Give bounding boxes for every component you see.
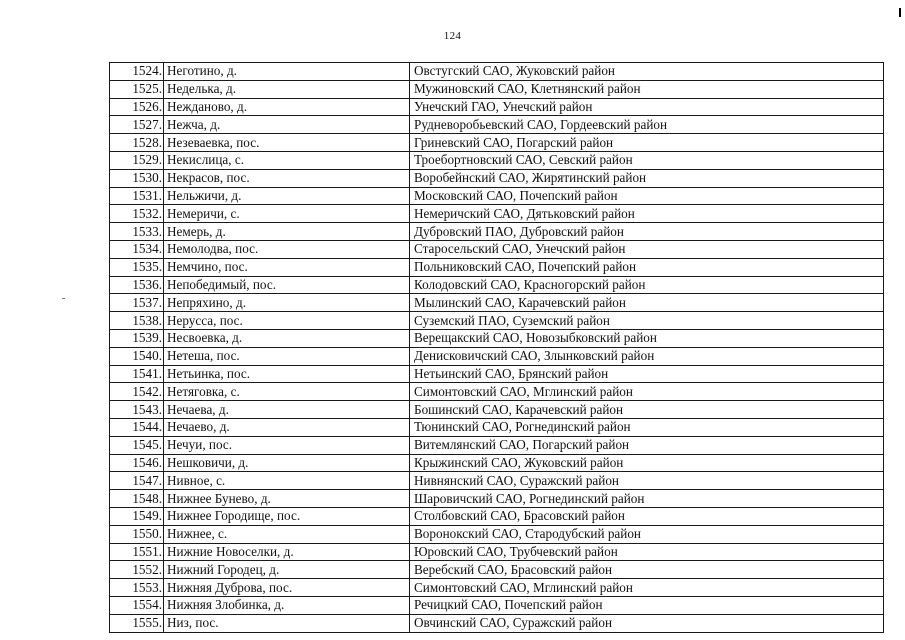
settlement-name: Немеричи, с. bbox=[164, 205, 410, 223]
settlement-name: Немолодва, пос. bbox=[164, 240, 410, 258]
table-row bbox=[110, 347, 884, 365]
row-number: 1554. bbox=[110, 596, 164, 614]
table-row bbox=[110, 223, 884, 241]
settlement-name: Нежча, д. bbox=[164, 116, 410, 134]
row-number: 1542. bbox=[110, 383, 164, 401]
row-number: 1534. bbox=[110, 240, 164, 258]
table-row bbox=[110, 383, 884, 401]
settlement-name: Нечаево, д. bbox=[164, 418, 410, 436]
table-row bbox=[110, 418, 884, 436]
row-number: 1540. bbox=[110, 347, 164, 365]
settlement-name: Нижние Новоселки, д. bbox=[164, 543, 410, 561]
table-row bbox=[110, 240, 884, 258]
settlement-name: Нетяговка, с. bbox=[164, 383, 410, 401]
administrative-area: Бошинский САО, Карачевский район bbox=[410, 401, 884, 419]
settlements-table-body bbox=[110, 63, 884, 633]
administrative-area: Нивнянский САО, Суражский район bbox=[410, 472, 884, 490]
table-row bbox=[110, 151, 884, 169]
settlement-name: Немерь, д. bbox=[164, 223, 410, 241]
table-row bbox=[110, 98, 884, 116]
row-number: 1527. bbox=[110, 116, 164, 134]
administrative-area: Речицкий САО, Почепский район bbox=[410, 596, 884, 614]
settlement-name: Нежданово, д. bbox=[164, 98, 410, 116]
row-number: 1549. bbox=[110, 507, 164, 525]
settlement-name: Нижняя Злобинка, д. bbox=[164, 596, 410, 614]
table-row bbox=[110, 187, 884, 205]
row-number: 1537. bbox=[110, 294, 164, 312]
settlement-name: Нижний Городец, д. bbox=[164, 561, 410, 579]
administrative-area: Рудневоробьевский САО, Гордеевский район bbox=[410, 116, 884, 134]
row-number: 1536. bbox=[110, 276, 164, 294]
row-number: 1547. bbox=[110, 472, 164, 490]
settlement-name: Несвоевка, д. bbox=[164, 329, 410, 347]
row-number: 1526. bbox=[110, 98, 164, 116]
administrative-area: Суземский ПАО, Суземский район bbox=[410, 312, 884, 330]
table-row bbox=[110, 312, 884, 330]
table-row bbox=[110, 525, 884, 543]
row-number: 1535. bbox=[110, 258, 164, 276]
administrative-area: Колодовский САО, Красногорский район bbox=[410, 276, 884, 294]
administrative-area: Польниковский САО, Почепский район bbox=[410, 258, 884, 276]
administrative-area: Дубровский ПАО, Дубровский район bbox=[410, 223, 884, 241]
administrative-area: Верещакский САО, Новозыбковский район bbox=[410, 329, 884, 347]
table-row bbox=[110, 258, 884, 276]
table-row bbox=[110, 507, 884, 525]
settlement-name: Неготино, д. bbox=[164, 63, 410, 81]
administrative-area: Нетьинский САО, Брянский район bbox=[410, 365, 884, 383]
settlement-name: Нельжичи, д. bbox=[164, 187, 410, 205]
table-row bbox=[110, 80, 884, 98]
settlement-name: Некислица, с. bbox=[164, 151, 410, 169]
settlement-name: Нешковичи, д. bbox=[164, 454, 410, 472]
table-row bbox=[110, 205, 884, 223]
settlement-name: Нижнее Бунево, д. bbox=[164, 490, 410, 508]
administrative-area: Симонтовский САО, Мглинский район bbox=[410, 383, 884, 401]
administrative-area: Веребский САО, Брасовский район bbox=[410, 561, 884, 579]
settlement-name: Нечуи, пос. bbox=[164, 436, 410, 454]
row-number: 1538. bbox=[110, 312, 164, 330]
row-number: 1529. bbox=[110, 151, 164, 169]
settlement-name: Нерусса, пос. bbox=[164, 312, 410, 330]
scan-margin-tick bbox=[62, 298, 65, 299]
administrative-area: Мужиновский САО, Клетнянский район bbox=[410, 80, 884, 98]
table-row bbox=[110, 401, 884, 419]
administrative-area: Симонтовский САО, Мглинский район bbox=[410, 579, 884, 597]
row-number: 1544. bbox=[110, 418, 164, 436]
row-number: 1539. bbox=[110, 329, 164, 347]
settlement-name: Неделька, д. bbox=[164, 80, 410, 98]
settlement-name: Низ, пос. bbox=[164, 614, 410, 632]
row-number: 1551. bbox=[110, 543, 164, 561]
administrative-area: Юровский САО, Трубчевский район bbox=[410, 543, 884, 561]
table-row bbox=[110, 579, 884, 597]
row-number: 1528. bbox=[110, 134, 164, 152]
settlement-name: Нижнее Городище, пос. bbox=[164, 507, 410, 525]
administrative-area: Столбовский САО, Брасовский район bbox=[410, 507, 884, 525]
administrative-area: Троебортновский САО, Севский район bbox=[410, 151, 884, 169]
settlement-name: Непобедимый, пос. bbox=[164, 276, 410, 294]
administrative-area: Денисковичский САО, Злынковский район bbox=[410, 347, 884, 365]
settlements-table bbox=[109, 62, 884, 633]
table-row bbox=[110, 134, 884, 152]
row-number: 1548. bbox=[110, 490, 164, 508]
administrative-area: Московский САО, Почепский район bbox=[410, 187, 884, 205]
table-row bbox=[110, 472, 884, 490]
row-number: 1533. bbox=[110, 223, 164, 241]
table-row bbox=[110, 490, 884, 508]
table-row bbox=[110, 365, 884, 383]
table-row bbox=[110, 436, 884, 454]
administrative-area: Тюнинский САО, Рогнединский район bbox=[410, 418, 884, 436]
row-number: 1525. bbox=[110, 80, 164, 98]
table-row bbox=[110, 543, 884, 561]
table-row bbox=[110, 294, 884, 312]
settlement-name: Нижняя Дуброва, пос. bbox=[164, 579, 410, 597]
administrative-area: Крыжинский САО, Жуковский район bbox=[410, 454, 884, 472]
administrative-area: Старосельский САО, Унечский район bbox=[410, 240, 884, 258]
table-row bbox=[110, 116, 884, 134]
table-row bbox=[110, 276, 884, 294]
administrative-area: Витемлянский САО, Погарский район bbox=[410, 436, 884, 454]
row-number: 1532. bbox=[110, 205, 164, 223]
settlement-name: Непряхино, д. bbox=[164, 294, 410, 312]
table-row bbox=[110, 614, 884, 632]
row-number: 1530. bbox=[110, 169, 164, 187]
administrative-area: Шаровичский САО, Рогнединский район bbox=[410, 490, 884, 508]
settlement-name: Незеваевка, пос. bbox=[164, 134, 410, 152]
row-number: 1550. bbox=[110, 525, 164, 543]
administrative-area: Воронокский САО, Стародубский район bbox=[410, 525, 884, 543]
row-number: 1541. bbox=[110, 365, 164, 383]
row-number: 1524. bbox=[110, 63, 164, 81]
table-row bbox=[110, 169, 884, 187]
settlement-name: Нечаева, д. bbox=[164, 401, 410, 419]
administrative-area: Унечский ГАО, Унечский район bbox=[410, 98, 884, 116]
row-number: 1555. bbox=[110, 614, 164, 632]
administrative-area: Гриневский САО, Погарский район bbox=[410, 134, 884, 152]
settlement-name: Некрасов, пос. bbox=[164, 169, 410, 187]
table-row bbox=[110, 63, 884, 81]
settlement-name: Нивное, с. bbox=[164, 472, 410, 490]
administrative-area: Овстугский САО, Жуковский район bbox=[410, 63, 884, 81]
administrative-area: Овчинский САО, Суражский район bbox=[410, 614, 884, 632]
row-number: 1545. bbox=[110, 436, 164, 454]
row-number: 1552. bbox=[110, 561, 164, 579]
table-row bbox=[110, 329, 884, 347]
row-number: 1553. bbox=[110, 579, 164, 597]
table-row bbox=[110, 561, 884, 579]
administrative-area: Немеричский САО, Дятьковский район bbox=[410, 205, 884, 223]
row-number: 1531. bbox=[110, 187, 164, 205]
settlement-name: Немчино, пос. bbox=[164, 258, 410, 276]
settlement-name: Нетеша, пос. bbox=[164, 347, 410, 365]
table-row bbox=[110, 596, 884, 614]
settlement-name: Нетьинка, пос. bbox=[164, 365, 410, 383]
scan-edge-mark bbox=[899, 8, 901, 17]
row-number: 1543. bbox=[110, 401, 164, 419]
table-row bbox=[110, 454, 884, 472]
administrative-area: Воробейнский САО, Жирятинский район bbox=[410, 169, 884, 187]
administrative-area: Мылинский САО, Карачевский район bbox=[410, 294, 884, 312]
settlement-name: Нижнее, с. bbox=[164, 525, 410, 543]
page-number: 124 bbox=[443, 30, 462, 42]
row-number: 1546. bbox=[110, 454, 164, 472]
